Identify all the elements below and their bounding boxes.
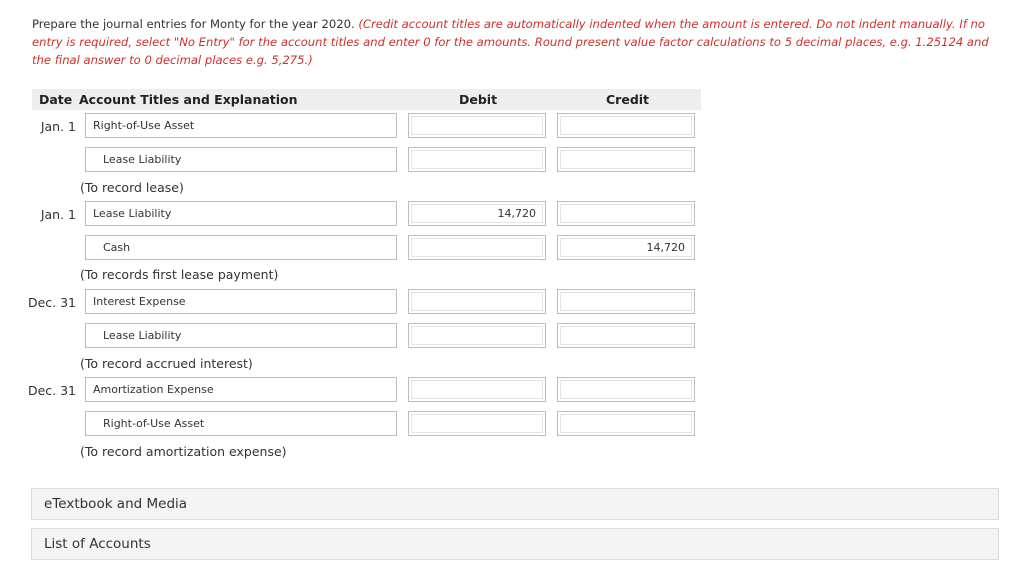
debit-amount-field[interactable]	[408, 235, 546, 260]
journal-entry-row	[0, 201, 1024, 228]
journal-entry-row	[0, 147, 1024, 174]
journal-table-header	[32, 89, 701, 110]
journal-entry-row	[0, 323, 1024, 350]
credit-amount-field[interactable]	[557, 377, 695, 402]
etextbook-media-link[interactable]: eTextbook and Media	[31, 488, 999, 520]
entry-explanation: (To record lease)	[80, 180, 184, 195]
instructions-text: Prepare the journal entries for Monty for the year 2020.	[32, 17, 359, 31]
journal-entry-row	[0, 377, 1024, 404]
credit-amount-field[interactable]	[557, 147, 695, 172]
account-column-header: Account Titles and Explanation	[79, 92, 298, 107]
debit-amount-field[interactable]	[408, 147, 546, 172]
instructions-note: (Credit account titles are automatically indented when the amount is entered. Do not indent manually. If no entry is required, select "No Entry" for the account titles and enter 0 for the amounts. Round present value factor calculations to 5 decimal places, e.g. 1.25124 and the final answer to 0 decimal places e.g. 5,275.)	[32, 17, 989, 67]
entry-date: Jan. 1	[40, 119, 76, 134]
list-of-accounts-link[interactable]: List of Accounts	[31, 528, 999, 560]
account-title-field[interactable]: Lease Liability	[85, 147, 397, 172]
entry-explanation: (To records first lease payment)	[80, 267, 279, 282]
credit-amount-field[interactable]	[557, 289, 695, 314]
entry-explanation: (To record amortization expense)	[80, 444, 287, 459]
entry-date: Dec. 31	[27, 383, 76, 398]
account-title-field[interactable]: Cash	[85, 235, 397, 260]
account-title-field[interactable]: Right-of-Use Asset	[85, 411, 397, 436]
credit-amount-field[interactable]	[557, 201, 695, 226]
journal-entry-row	[0, 235, 1024, 262]
account-title-field[interactable]: Interest Expense	[85, 289, 397, 314]
account-title-field[interactable]: Lease Liability	[85, 201, 397, 226]
credit-amount-field[interactable]	[557, 113, 695, 138]
debit-amount-field[interactable]	[408, 289, 546, 314]
account-title-field[interactable]: Amortization Expense	[85, 377, 397, 402]
account-title-field[interactable]: Right-of-Use Asset	[85, 113, 397, 138]
debit-column-header: Debit	[459, 92, 498, 107]
debit-amount-field[interactable]	[408, 411, 546, 436]
debit-amount-field[interactable]	[408, 323, 546, 348]
entry-explanation: (To record accrued interest)	[80, 356, 253, 371]
instructions	[32, 15, 1007, 69]
credit-amount-field[interactable]	[557, 411, 695, 436]
credit-amount-field[interactable]: 14,720	[557, 235, 695, 260]
debit-amount-field[interactable]: 14,720	[408, 201, 546, 226]
date-column-header: Date	[39, 92, 73, 107]
debit-amount-field[interactable]	[408, 113, 546, 138]
credit-column-header: Credit	[606, 92, 650, 107]
journal-entry-row	[0, 113, 1024, 140]
account-title-field[interactable]: Lease Liability	[85, 323, 397, 348]
entry-date: Jan. 1	[40, 207, 76, 222]
credit-amount-field[interactable]	[557, 323, 695, 348]
debit-amount-field[interactable]	[408, 377, 546, 402]
journal-entry-row	[0, 411, 1024, 438]
journal-entry-row	[0, 289, 1024, 316]
entry-date: Dec. 31	[27, 295, 76, 310]
